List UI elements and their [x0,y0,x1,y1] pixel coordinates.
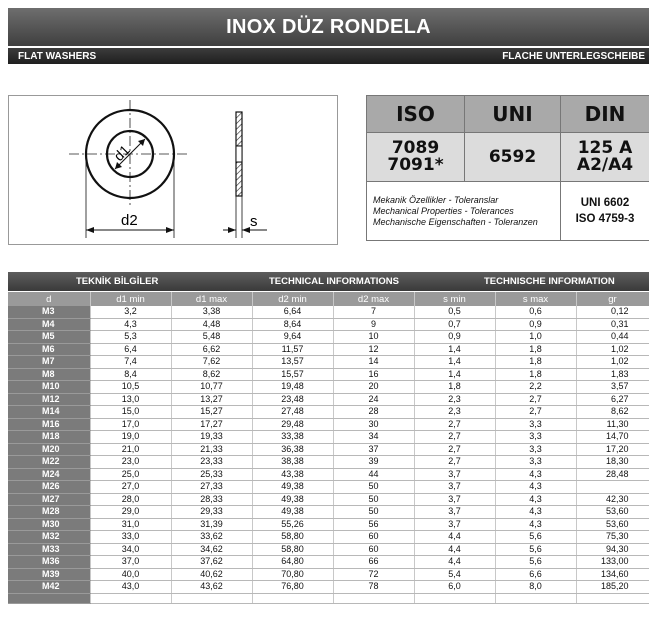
iso-header: ISO [367,96,465,133]
table-cell: 6,0 [414,581,495,594]
table-cell: 7,62 [171,356,252,369]
table-row [8,581,649,594]
iso-value-2: 7091* [387,155,444,175]
table-cell: 15,0 [90,406,171,419]
column-header: s min [414,292,495,306]
table-row [8,418,649,431]
table-cell: 2,7 [495,406,576,419]
table-cell: 27,33 [171,481,252,494]
table-cell: 8,0 [495,581,576,594]
table-cell: 3,7 [414,468,495,481]
table-cell: 2,7 [414,443,495,456]
table-cell: 58,80 [252,531,333,544]
table-cell: 78 [333,581,414,594]
size-cell: M16 [8,418,90,431]
table-cell: 0,6 [495,306,576,318]
size-cell: M5 [8,331,90,344]
table-row [8,381,649,394]
table-row [8,331,649,344]
table-cell: 15,57 [252,368,333,381]
table-cell: 53,60 [576,518,649,531]
table-cell: 58,80 [252,543,333,556]
table-cell: 31,0 [90,518,171,531]
table-cell: 2,7 [495,393,576,406]
iso-value-1: 7089 [391,138,440,158]
table-cell: 23,33 [171,456,252,469]
table-cell: 1,4 [414,368,495,381]
column-header: d2 max [333,292,414,306]
table-cell: 37,0 [90,556,171,569]
iso-4759-3: ISO 4759-3 [575,213,635,225]
size-cell: M26 [8,481,90,494]
table-header-row [8,292,649,306]
din-value-1: 125 A [577,138,633,158]
table-cell: 23,48 [252,393,333,406]
table-cell: 1,0 [495,331,576,344]
washer-drawing [8,95,338,245]
table-cell: 29,33 [171,506,252,519]
iso-values [367,133,465,182]
table-cell: 1,8 [495,356,576,369]
table-cell: 1,83 [576,368,649,381]
d1-label: d1 [110,141,133,165]
table-cell: 4,3 [495,481,576,494]
table-cell: 5,3 [90,331,171,344]
table-cell: 14 [333,356,414,369]
table-cell: 39 [333,456,414,469]
table-cell: 18,30 [576,456,649,469]
table-cell: 43,38 [252,468,333,481]
size-cell: M30 [8,518,90,531]
table-cell: 6,4 [90,343,171,356]
table-row [8,318,649,331]
table-cell: 15,27 [171,406,252,419]
table-row [8,481,649,494]
table-cell: 49,38 [252,506,333,519]
table-cell: 28,48 [576,468,649,481]
size-cell: M14 [8,406,90,419]
size-cell: M7 [8,356,90,369]
table-cell: 0,12 [576,306,649,318]
properties-en: Mechanical Properties - Tolerances [373,205,514,216]
table-body [8,306,649,603]
table-cell: 10,77 [171,381,252,394]
table-cell: 11,30 [576,418,649,431]
table-row [8,518,649,531]
washer-diagram [9,96,339,246]
column-header: d2 min [252,292,333,306]
table-cell: 7 [333,306,414,318]
d2-arrow-end [166,227,174,233]
table-cell: 4,3 [495,518,576,531]
uni-value: 6592 [465,133,561,182]
table-cell: 23,0 [90,456,171,469]
table-cell: 64,80 [252,556,333,569]
size-cell: M12 [8,393,90,406]
table-cell: 27,0 [90,481,171,494]
table-cell-empty [495,593,576,603]
table-cell: 185,20 [576,581,649,594]
table-cell: 76,80 [252,581,333,594]
din-values [561,133,649,182]
din-header: DIN [561,96,649,133]
side-view-bore [236,146,242,162]
dimensions-table [8,292,649,604]
table-cell: 50 [333,481,414,494]
table-cell: 3,7 [414,481,495,494]
table-cell: 0,44 [576,331,649,344]
table-row [8,306,649,318]
technical-info-header [8,272,649,291]
size-cell: M24 [8,468,90,481]
size-cell: M22 [8,456,90,469]
table-row-empty [8,593,649,603]
table-cell: 0,7 [414,318,495,331]
table-cell: 25,33 [171,468,252,481]
table-cell: 2,3 [414,393,495,406]
table-cell: 21,33 [171,443,252,456]
table-cell: 75,30 [576,531,649,544]
table-row [8,568,649,581]
table-cell: 13,0 [90,393,171,406]
table-cell: 33,38 [252,431,333,444]
size-cell: M3 [8,306,90,318]
standards-table [366,95,649,241]
table-cell: 4,4 [414,556,495,569]
table-cell: 37,62 [171,556,252,569]
table-cell: 94,30 [576,543,649,556]
table-row [8,368,649,381]
table-cell: 8,62 [171,368,252,381]
table-row [8,531,649,544]
table-cell: 34 [333,431,414,444]
properties-cell [367,182,561,241]
table-cell: 5,6 [495,531,576,544]
tech-header-tr: TEKNİK BİLGİLER [76,276,159,287]
tech-header-de: TECHNISCHE INFORMATION [484,276,615,287]
page-title: INOX DÜZ RONDELA [8,8,649,46]
table-cell: 4,3 [495,493,576,506]
properties-tr: Mekanik Özellikler - Toleranslar [373,194,499,205]
table-cell: 2,7 [414,431,495,444]
size-cell: M18 [8,431,90,444]
table-cell: 13,27 [171,393,252,406]
table-cell-empty [8,593,90,603]
table-cell: 34,62 [171,543,252,556]
table-cell: 24 [333,393,414,406]
size-cell: M6 [8,343,90,356]
subtitle-bar [8,48,649,64]
table-cell: 1,02 [576,356,649,369]
table-cell: 2,7 [414,418,495,431]
table-cell: 4,3 [495,506,576,519]
uni-header: UNI [465,96,561,133]
table-cell: 30 [333,418,414,431]
table-cell: 66 [333,556,414,569]
table-row [8,468,649,481]
table-cell: 50 [333,493,414,506]
table-cell: 10,5 [90,381,171,394]
table-cell-empty [333,593,414,603]
table-cell: 2,2 [495,381,576,394]
table-cell: 43,62 [171,581,252,594]
column-header: d1 min [90,292,171,306]
table-cell: 19,48 [252,381,333,394]
table-cell: 2,3 [414,406,495,419]
table-cell-empty [90,593,171,603]
table-cell: 44 [333,468,414,481]
table-cell: 6,62 [171,343,252,356]
table-cell: 1,8 [495,343,576,356]
table-row [8,431,649,444]
table-cell: 29,48 [252,418,333,431]
table-cell: 40,62 [171,568,252,581]
table-cell: 70,80 [252,568,333,581]
table-cell: 1,8 [495,368,576,381]
table-cell: 72 [333,568,414,581]
table-cell: 36,38 [252,443,333,456]
uni-6602: UNI 6602 [580,197,630,209]
table-cell: 0,5 [414,306,495,318]
subtitle-right: FLACHE UNTERLEGSCHEIBE [502,50,645,62]
table-cell: 17,27 [171,418,252,431]
table-cell: 3,2 [90,306,171,318]
size-cell: M4 [8,318,90,331]
table-cell: 42,30 [576,493,649,506]
table-cell: 27,48 [252,406,333,419]
table-cell: 12 [333,343,414,356]
table-cell: 9,64 [252,331,333,344]
table-cell [576,481,649,494]
table-cell: 1,4 [414,343,495,356]
table-cell: 5,48 [171,331,252,344]
table-cell: 49,38 [252,481,333,494]
table-cell: 20 [333,381,414,394]
table-cell: 3,3 [495,418,576,431]
table-cell: 8,64 [252,318,333,331]
table-cell: 5,6 [495,543,576,556]
table-row [8,356,649,369]
table-cell: 17,20 [576,443,649,456]
table-cell: 3,57 [576,381,649,394]
table-row [8,543,649,556]
table-row [8,406,649,419]
table-cell: 4,3 [90,318,171,331]
size-cell: M27 [8,493,90,506]
table-cell: 60 [333,543,414,556]
size-cell: M28 [8,506,90,519]
table-cell: 60 [333,531,414,544]
table-cell: 21,0 [90,443,171,456]
table-cell: 28,33 [171,493,252,506]
table-cell: 16 [333,368,414,381]
tech-header-en: TECHNICAL INFORMATIONS [269,276,400,287]
subtitle-left: FLAT WASHERS [18,50,97,62]
size-cell: M8 [8,368,90,381]
table-cell: 50 [333,506,414,519]
table-cell: 9 [333,318,414,331]
column-header: d [8,292,90,306]
table-cell: 4,48 [171,318,252,331]
table-cell-empty [414,593,495,603]
table-cell: 56 [333,518,414,531]
table-cell: 37 [333,443,414,456]
table-cell: 0,31 [576,318,649,331]
s-arrow-right [242,227,250,233]
table-cell-empty [576,593,649,603]
table-cell: 53,60 [576,506,649,519]
table-cell: 25,0 [90,468,171,481]
table-cell: 29,0 [90,506,171,519]
table-cell: 55,26 [252,518,333,531]
size-cell: M32 [8,531,90,544]
column-header: s max [495,292,576,306]
table-cell: 3,3 [495,431,576,444]
table-cell: 13,57 [252,356,333,369]
size-cell: M33 [8,543,90,556]
table-cell: 49,38 [252,493,333,506]
table-cell: 1,4 [414,356,495,369]
table-cell: 19,0 [90,431,171,444]
column-header: gr [576,292,649,306]
size-cell: M36 [8,556,90,569]
table-cell: 6,27 [576,393,649,406]
table-cell: 2,7 [414,456,495,469]
table-cell: 28,0 [90,493,171,506]
table-cell: 38,38 [252,456,333,469]
table-cell: 133,00 [576,556,649,569]
column-header: d1 max [171,292,252,306]
d2-arrow-start [86,227,94,233]
table-cell: 6,64 [252,306,333,318]
table-cell: 0,9 [414,331,495,344]
table-cell: 3,7 [414,506,495,519]
table-row [8,506,649,519]
table-cell: 0,9 [495,318,576,331]
table-cell: 4,4 [414,543,495,556]
table-cell-empty [171,593,252,603]
d2-label: d2 [121,212,138,229]
table-cell-empty [252,593,333,603]
table-row [8,556,649,569]
table-cell: 17,0 [90,418,171,431]
table-cell: 28 [333,406,414,419]
table-cell: 34,0 [90,543,171,556]
table-cell: 3,3 [495,443,576,456]
size-cell: M42 [8,581,90,594]
table-cell: 3,7 [414,518,495,531]
s-label: s [250,213,258,230]
table-cell: 19,33 [171,431,252,444]
table-cell: 6,6 [495,568,576,581]
table-cell: 31,39 [171,518,252,531]
s-arrow-left [228,227,236,233]
table-cell: 8,62 [576,406,649,419]
table-cell: 3,3 [495,456,576,469]
table-row [8,393,649,406]
table-cell: 5,6 [495,556,576,569]
table-cell: 7,4 [90,356,171,369]
table-cell: 11,57 [252,343,333,356]
tolerance-standards [561,182,649,241]
table-row [8,493,649,506]
table-cell: 1,8 [414,381,495,394]
table-cell: 40,0 [90,568,171,581]
table-cell: 4,4 [414,531,495,544]
table-cell: 1,02 [576,343,649,356]
table-cell: 3,7 [414,493,495,506]
table-cell: 5,4 [414,568,495,581]
size-cell: M39 [8,568,90,581]
table-cell: 14,70 [576,431,649,444]
table-cell: 134,60 [576,568,649,581]
table-cell: 33,0 [90,531,171,544]
table-cell: 8,4 [90,368,171,381]
size-cell: M10 [8,381,90,394]
table-row [8,343,649,356]
size-cell: M20 [8,443,90,456]
din-value-2: A2/A4 [576,155,634,175]
table-cell: 4,3 [495,468,576,481]
table-row [8,456,649,469]
table-row [8,443,649,456]
properties-de: Mechanische Eigenschaften - Toleranzen [373,216,538,227]
table-cell: 10 [333,331,414,344]
table-cell: 3,38 [171,306,252,318]
table-cell: 43,0 [90,581,171,594]
table-cell: 33,62 [171,531,252,544]
